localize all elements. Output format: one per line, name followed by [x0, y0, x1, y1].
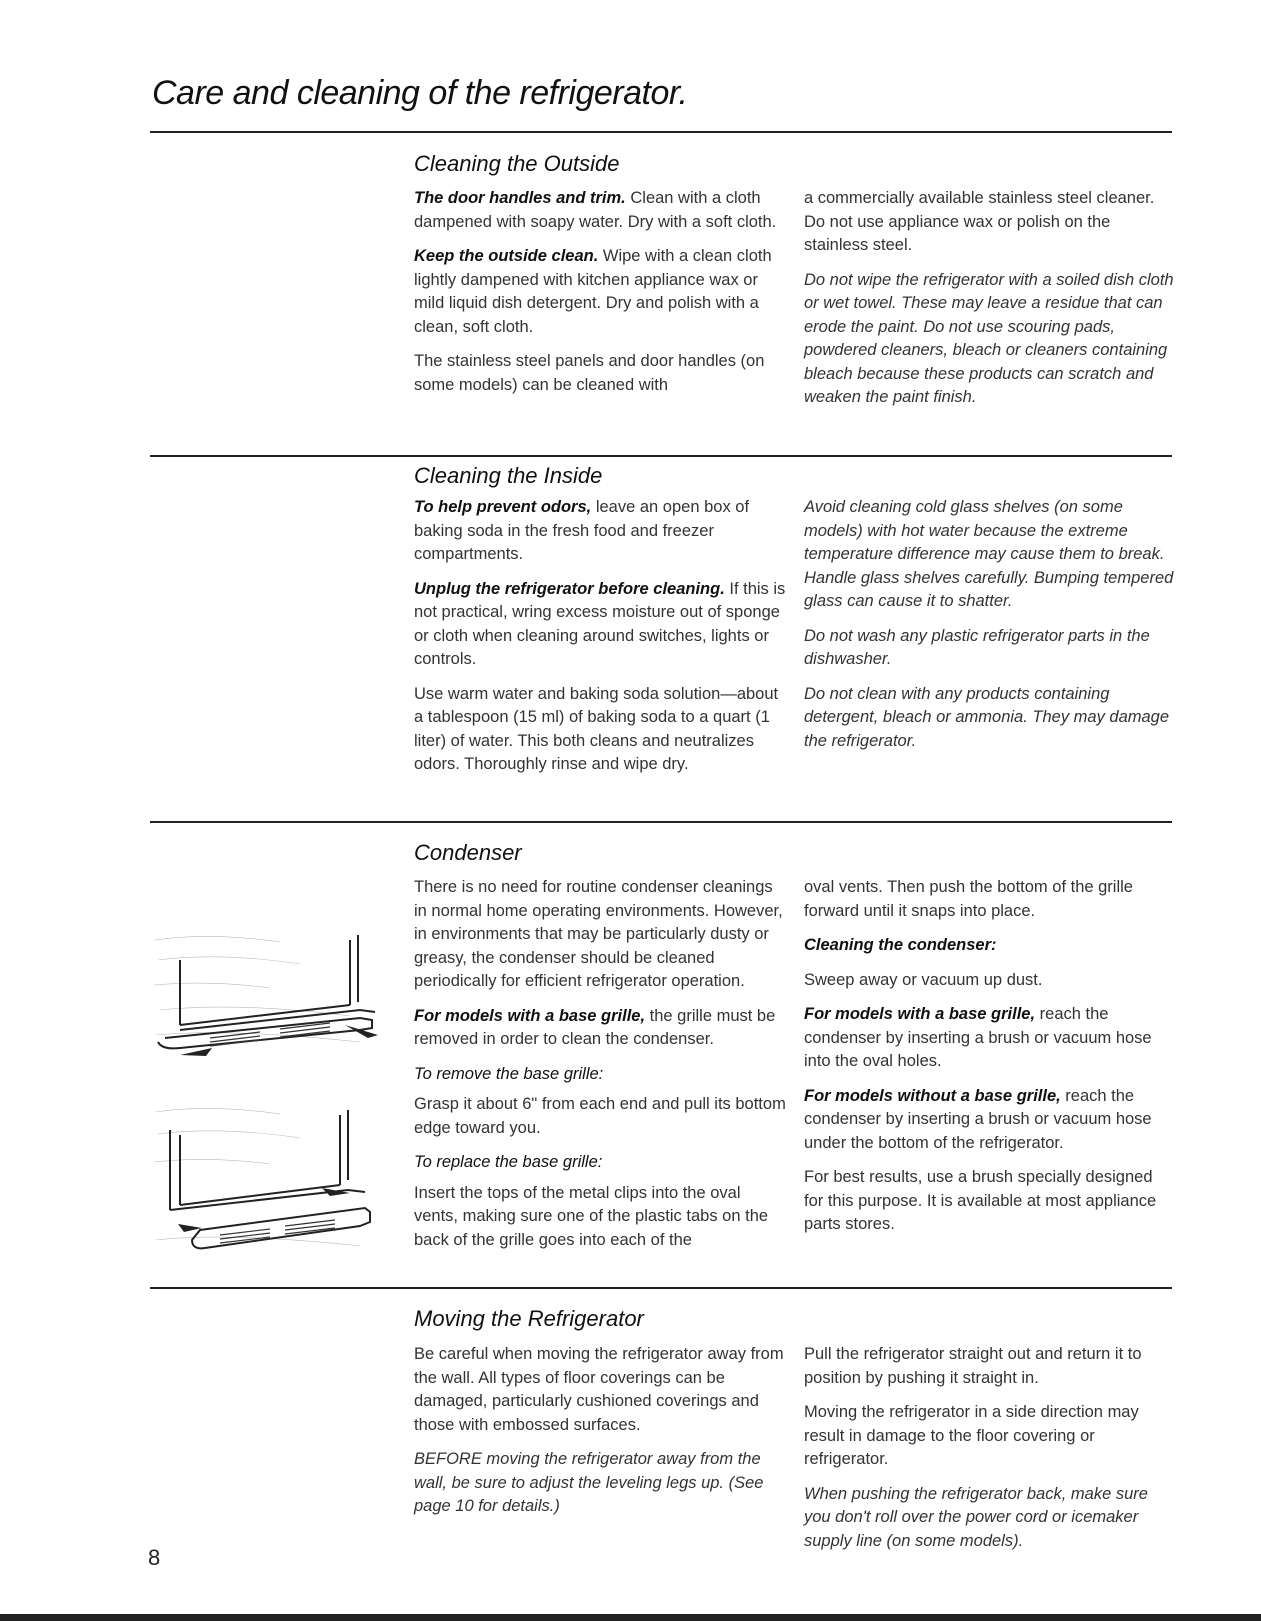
moving-right-paragraph-1: Pull the refrigerator straight out and return it to position by pushing it straight in.: [804, 1345, 1142, 1387]
inside-left-column: [414, 496, 786, 788]
inside-p2-lead: Unplug the refrigerator before cleaning.: [414, 579, 725, 598]
inside-p2-text: If this is not practical, wring excess moisture out of sponge or cloth when cleaning around switches, lights or controls.: [414, 579, 786, 668]
condenser-r3-text: reach the condenser by inserting a brush or vacuum hose into the oval holes.: [804, 1005, 1152, 1070]
outside-p1-text: Clean with a cloth dampened with soapy water. Dry with a soft cloth.: [414, 189, 777, 231]
condenser-right-paragraph-1: oval vents. Then push the bottom of the grille forward until it snaps into place.: [804, 878, 1133, 920]
grille-replacement-illustration: [150, 1100, 390, 1260]
outside-p2-lead: Keep the outside clean.: [414, 247, 599, 265]
page-number: 8: [148, 1545, 161, 1570]
section-title-inside: Cleaning the Inside: [414, 463, 603, 488]
condenser-right-column: [804, 876, 1176, 1248]
outside-right-paragraph-2: Do not wipe the refrigerator with a soiled dish cloth or wet towel. These may leave a residue that can erode the paint. Do not use scouring pads, powdered cleaners, bleach or cleaners containing bleach because these products can scratch and weaken the paint finish.: [804, 270, 1174, 406]
outside-paragraph-3: The stainless steel panels and door handles (on some models) can be cleaned with: [414, 352, 765, 394]
section-rule-condenser: [150, 821, 1172, 823]
condenser-r4-text: reach the condenser by inserting a brush or vacuum hose under the bottom of the refrigerator.: [804, 1086, 1152, 1152]
condenser-right-paragraph-4: [804, 1085, 1176, 1156]
section-title-moving: Moving the Refrigerator: [414, 1306, 644, 1331]
condenser-right-paragraph-5: For best results, use a brush specially designed for this purpose. It is available at most appliance parts stores.: [804, 1168, 1157, 1233]
condenser-r4-lead: For models without a base grille,: [804, 1086, 1061, 1105]
outside-paragraph-2: [414, 245, 786, 339]
cleaning-condenser-heading: Cleaning the condenser:: [804, 936, 997, 954]
inside-p1-lead: To help prevent odors,: [414, 498, 592, 516]
moving-left-column: [414, 1343, 786, 1530]
condenser-right-paragraph-2: Sweep away or vacuum up dust.: [804, 970, 1043, 989]
condenser-p2-lead: For models with a base grille,: [414, 1006, 646, 1025]
inside-right-paragraph-3: Do not clean with any products containing detergent, bleach or ammonia. They may damage the refrigerator.: [804, 684, 1170, 750]
inside-paragraph-2: [414, 578, 786, 672]
inside-paragraph-3: Use warm water and baking soda solution—about a tablespoon (15 ml) of baking soda to a quart (1 liter) of water. This both cleans and neutralizes odors. Thoroughly rinse and wipe dry.: [414, 684, 779, 773]
replace-grille-text: Insert the tops of the metal clips into the oval vents, making sure one of the plastic tabs on the back of the grille goes into each of the: [414, 1183, 769, 1249]
inside-p1-text: leave an open box of baking soda in the fresh food and freezer compartments.: [414, 498, 750, 563]
inside-right-paragraph-2: Do not wash any plastic refrigerator parts in the dishwasher.: [804, 626, 1150, 668]
section-title-outside: Cleaning the Outside: [414, 151, 620, 176]
condenser-paragraph-1: There is no need for routine condenser cleanings in normal home operating environments. However, in environments that may be particularly dusty or greasy, the condenser should be cleaned periodically for efficient refrigerator operation.: [414, 878, 783, 990]
condenser-r3-lead: For models with a base grille,: [804, 1005, 1036, 1023]
section-title-condenser: Condenser: [414, 840, 522, 865]
page-title: Care and cleaning of the refrigerator.: [152, 74, 688, 112]
moving-right-column: [804, 1343, 1176, 1564]
replace-grille-heading: To replace the base grille:: [414, 1153, 603, 1171]
grille-removal-illustration: [150, 930, 390, 1060]
section-rule-moving: [150, 1287, 1172, 1289]
condenser-paragraph-2: [414, 1005, 786, 1052]
arrow-icon: [322, 1188, 350, 1196]
outside-p1-lead: The door handles and trim.: [414, 189, 626, 207]
section-rule-inside: [150, 455, 1172, 457]
outside-paragraph-1: [414, 187, 786, 234]
outside-right-column: [804, 187, 1176, 421]
condenser-left-column: [414, 876, 786, 1263]
condenser-p2-text: the grille must be removed in order to clean the condenser.: [414, 1006, 776, 1048]
condenser-right-paragraph-3: [804, 1003, 1176, 1074]
moving-right-paragraph-3: When pushing the refrigerator back, make sure you don't roll over the power cord or icemaker supply line (on some models).: [804, 1484, 1148, 1550]
outside-p2-text: Wipe with a clean cloth lightly dampened with kitchen appliance wax or mild liquid dish detergent. Dry and polish with a clean, soft cloth.: [414, 247, 772, 336]
title-rule: [150, 131, 1172, 133]
inside-right-paragraph-1: Avoid cleaning cold glass shelves (on some models) with hot water because the extreme temperature difference may cause them to break. Handle glass shelves carefully. Bumping tempered glass can cause it to shatter.: [804, 498, 1174, 610]
outside-right-paragraph-1: a commercially available stainless steel cleaner. Do not use appliance wax or polish on the stainless steel.: [804, 189, 1155, 254]
moving-right-paragraph-2: Moving the refrigerator in a side direction may result in damage to the floor covering or refrigerator.: [804, 1403, 1139, 1468]
outside-left-column: [414, 187, 786, 408]
moving-paragraph-1: Be careful when moving the refrigerator away from the wall. All types of floor coverings can be damaged, particularly cushioned coverings and those with embossed surfaces.: [414, 1345, 784, 1434]
inside-right-column: [804, 496, 1176, 764]
inside-paragraph-1: [414, 496, 786, 567]
remove-grille-text: Grasp it about 6" from each end and pull its bottom edge toward you.: [414, 1095, 786, 1137]
bottom-edge-bar: [0, 1614, 1261, 1621]
moving-paragraph-2: BEFORE moving the refrigerator away from the wall, be sure to adjust the leveling legs up. (See page 10 for details.): [414, 1450, 764, 1515]
remove-grille-heading: To remove the base grille:: [414, 1064, 604, 1083]
